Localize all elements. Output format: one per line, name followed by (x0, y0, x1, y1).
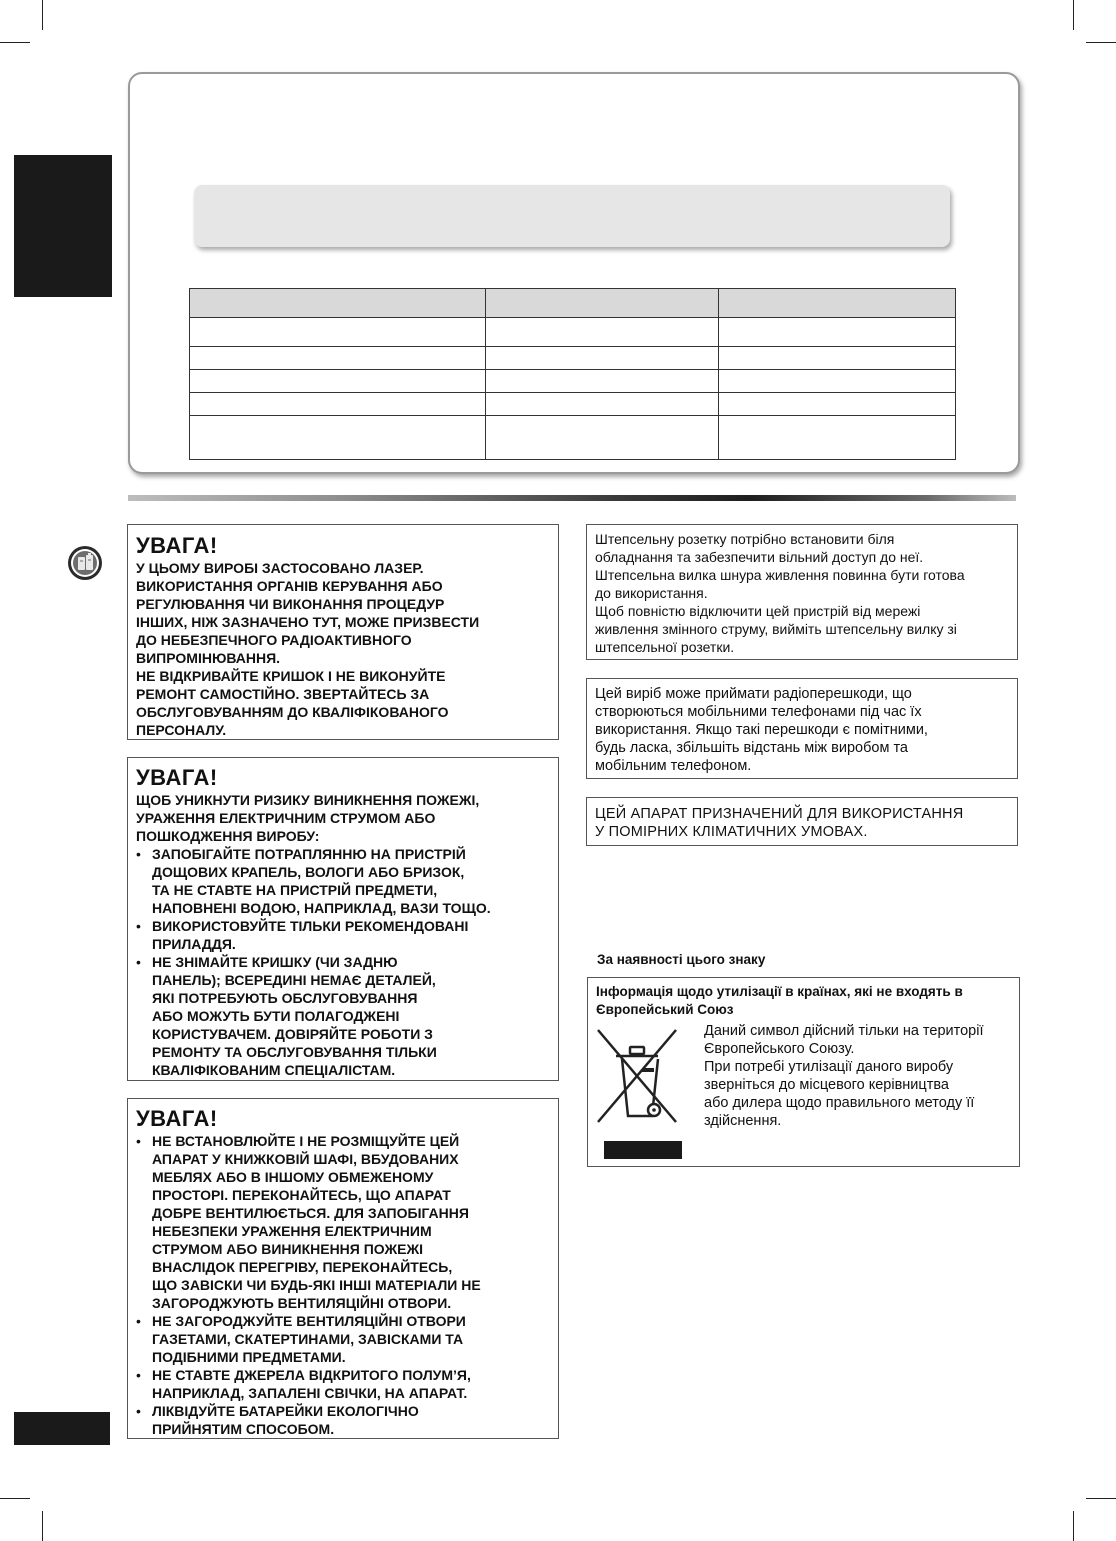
warning-bullet (128, 1402, 558, 1438)
disposal-heading (596, 983, 1016, 1019)
warning-title: УВАГА! (136, 765, 218, 790)
section-divider (128, 495, 1016, 501)
warning-line: РЕМОНТ САМОСТІЙНО. ЗВЕРТАЙТЕСЬ ЗА (136, 686, 430, 702)
warning-line: • НЕ СТАВТЕ ДЖЕРЕЛА ВІДКРИТОГО ПОЛУМ’Я, (152, 1367, 471, 1383)
table-header-cell (486, 289, 719, 318)
notice-line: використання. Якщо такі перешкоди є помітними, (595, 722, 928, 738)
disposal-heading-line: Інформація щодо утилізації в країнах, які не входять в (596, 984, 963, 999)
disposal-heading-line: Європейський Союз (596, 1002, 734, 1017)
warning-line: МЕБЛЯХ АБО В ІНШОМУ ОБМЕЖЕНОМУ (152, 1169, 434, 1185)
warning-line: КВАЛІФІКОВАНИМ СПЕЦІАЛІСТАМ. (152, 1062, 396, 1078)
warning-title: УВАГА! (136, 533, 218, 558)
warning-line: ПОДІБНИМИ ПРЕДМЕТАМИ. (152, 1349, 346, 1365)
warning-line: ДО НЕБЕЗПЕЧНОГО РАДІОАКТИВНОГО (136, 632, 412, 648)
disposal-caption: За наявності цього знаку (597, 952, 766, 967)
warning-line: ПЕРСОНАЛУ. (136, 722, 227, 738)
laser-warning-text (136, 559, 558, 739)
warning-bullet (128, 845, 558, 917)
warning-line: ВИПРОМІНЮВАННЯ. (136, 650, 281, 666)
warning-line: ДОБРЕ ВЕНТИЛЮЄТЬСЯ. ДЛЯ ЗАПОБІГАННЯ (152, 1205, 469, 1221)
table-row (190, 370, 956, 393)
language-tab (14, 155, 112, 297)
notice-line: штепсельної розетки. (595, 639, 735, 655)
card-banner (194, 185, 950, 247)
disposal-line: зверніться до місцевого керівництва (704, 1077, 949, 1093)
warning-line: • ЛІКВІДУЙТЕ БАТАРЕЙКИ ЕКОЛОГІЧНО (152, 1403, 419, 1419)
crop-mark (1086, 1498, 1116, 1499)
disposal-line: При потребі утилізації даного виробу (704, 1059, 954, 1075)
crop-mark (42, 0, 43, 30)
warning-line: АБО МОЖУТЬ БУТИ ПОЛАГОДЖЕНІ (152, 1008, 400, 1024)
warning-title: УВАГА! (136, 1106, 218, 1131)
warning-line: РЕМОНТУ ТА ОБСЛУГОВУВАННЯ ТІЛЬКИ (152, 1044, 437, 1060)
warning-line: • ЗАПОБІГАЙТЕ ПОТРАПЛЯННЮ НА ПРИСТРІЙ (152, 846, 466, 862)
notice-line: будь ласка, збільшіть відстань між виробом та (595, 740, 908, 756)
crop-mark (1073, 0, 1074, 30)
warning-line: НАПРИКЛАД, ЗАПАЛЕНІ СВІЧКИ, НА АПАРАТ. (152, 1385, 468, 1401)
safety-precautions-icon (67, 545, 103, 581)
notice-line: Цей виріб може приймати радіоперешкоди, що (595, 686, 912, 702)
disposal-symbol-bar (604, 1141, 682, 1159)
warning-line: ДОЩОВИХ КРАПЕЛЬ, ВОЛОГИ АБО БРИЗОК, (152, 864, 465, 880)
warning-line: РЕГУЛЮВАННЯ ЧИ ВИКОНАННЯ ПРОЦЕДУР (136, 596, 445, 612)
warning-line: НАПОВНЕНІ ВОДОЮ, НАПРИКЛАД, ВАЗИ ТОЩО. (152, 900, 491, 916)
notice-line: живлення змінного струму, вийміть штепсельну вилку зі (595, 621, 957, 637)
notice-line: створюються мобільними телефонами під час їх (595, 704, 922, 720)
warning-bullet (128, 1132, 558, 1312)
disposal-line: Європейського Союзу. (704, 1041, 855, 1057)
notice-line: Штепсельна вилка шнура живлення повинна бути готова (595, 567, 965, 583)
warning-line: АПАРАТ У КНИЖКОВІЙ ШАФІ, ВБУДОВАНИХ (152, 1151, 459, 1167)
notice-line: У ПОМІРНИХ КЛІМАТИЧНИХ УМОВАХ. (595, 824, 868, 840)
warning-line: ЩО ЗАВІСКИ ЧИ БУДЬ-ЯКІ ІНШІ МАТЕРІАЛИ НЕ (152, 1277, 481, 1293)
warning-list (128, 1132, 558, 1438)
page-number-tab (14, 1412, 110, 1445)
interference-notice-box (586, 678, 1018, 779)
warning-line: КОРИСТУВАЧЕМ. ДОВІРЯЙТЕ РОБОТИ З (152, 1026, 433, 1042)
disposal-line: або дилера щодо правильного методу її (704, 1095, 975, 1111)
warning-line: ТА НЕ СТАВТЕ НА ПРИСТРІЙ ПРЕДМЕТИ, (152, 882, 438, 898)
crop-mark (1086, 42, 1116, 43)
disposal-line: здійснення. (704, 1113, 782, 1129)
warning-bullet (128, 1366, 558, 1402)
warning-line: ПРОСТОРІ. ПЕРЕКОНАЙТЕСЬ, ЩО АПАРАТ (152, 1187, 451, 1203)
table-header-cell (190, 289, 486, 318)
warning-bullet (128, 917, 558, 953)
warning-line: УРАЖЕННЯ ЕЛЕКТРИЧНИМ СТРУМОМ АБО (136, 810, 436, 826)
warning-line: У ЦЬОМУ ВИРОБІ ЗАСТОСОВАНО ЛАЗЕР. (136, 560, 424, 576)
warning-line: СТРУМОМ АБО ВИНИКНЕННЯ ПОЖЕЖІ (152, 1241, 424, 1257)
disposal-info-box (587, 977, 1020, 1167)
notice-line: мобільним телефоном. (595, 758, 752, 774)
ventilation-warning-box (127, 1098, 559, 1439)
crop-mark (0, 1498, 30, 1499)
warning-line: ОБСЛУГОВУВАННЯМ ДО КВАЛІФІКОВАНОГО (136, 704, 449, 720)
table-header-cell (719, 289, 956, 318)
table-header-row (190, 289, 956, 318)
crop-mark (0, 42, 30, 43)
notice-line: Штепсельну розетку потрібно встановити біля (595, 531, 895, 547)
warning-line: ВНАСЛІДОК ПЕРЕГРІВУ, ПЕРЕКОНАЙТЕСЬ, (152, 1259, 453, 1275)
spec-table (189, 288, 956, 460)
warning-list (128, 845, 558, 1079)
crop-mark (1073, 1511, 1074, 1541)
notice-line: до викoристання. (595, 585, 708, 601)
warning-bullet (128, 1312, 558, 1366)
crossed-out-bin-icon (596, 1028, 678, 1130)
disposal-line: Даний символ дійсний тільки на території (704, 1023, 984, 1039)
warning-line: ПРИЙНЯТИМ СПОСОБОМ. (152, 1421, 335, 1437)
ventilation-warning-text (136, 1132, 558, 1438)
warning-bullet (128, 953, 558, 1079)
warning-line: ПАНЕЛЬ); ВСЕРЕДИНІ НЕМАЄ ДЕТАЛЕЙ, (152, 972, 436, 988)
climate-notice-box (586, 797, 1018, 846)
notice-line: обладнання та забезпечити вільний доступ до неї. (595, 549, 924, 565)
fire-warning-text (136, 791, 558, 1079)
warning-line: НЕ ВІДКРИВАЙТЕ КРИШОК І НЕ ВИКОНУЙТЕ (136, 668, 446, 684)
table-row (190, 318, 956, 347)
warning-line: ПОШКОДЖЕННЯ ВИРОБУ: (136, 828, 320, 844)
warning-line: ГАЗЕТАМИ, СКАТЕРТИНАМИ, ЗАВІСКАМИ ТА (152, 1331, 464, 1347)
crop-mark (42, 1511, 43, 1541)
warning-line: • НЕ ЗНІМАЙТЕ КРИШКУ (ЧИ ЗАДНЮ (152, 954, 398, 970)
warning-line: ІНШИХ, НІЖ ЗАЗНАЧЕНО ТУТ, МОЖЕ ПРИЗВЕСТИ (136, 614, 480, 630)
table-row (190, 416, 956, 460)
outlet-notice-box (586, 524, 1018, 660)
notice-line: Щоб повністю відключити цей пристрій від мережі (595, 603, 921, 619)
laser-warning-box (127, 524, 559, 740)
warning-line: ВИКОРИСТАННЯ ОРГАНІВ КЕРУВАННЯ АБО (136, 578, 443, 594)
warning-line: • НЕ ВСТАНОВЛЮЙТЕ І НЕ РОЗМІЩУЙТЕ ЦЕЙ (152, 1133, 460, 1149)
warning-line: ПРИЛАДДЯ. (152, 936, 236, 952)
table-row (190, 347, 956, 370)
warning-line: • ВИКОРИСТОВУЙТЕ ТІЛЬКИ РЕКОМЕНДОВАНІ (152, 918, 469, 934)
warning-line: • НЕ ЗАГОРОДЖУЙТЕ ВЕНТИЛЯЦІЙНІ ОТВОРИ (152, 1313, 466, 1329)
disposal-text (704, 1022, 1014, 1130)
warning-line: ЩОБ УНИКНУТИ РИЗИКУ ВИНИКНЕННЯ ПОЖЕЖІ, (136, 792, 480, 808)
table-row (190, 393, 956, 416)
warning-line: НЕБЕЗПЕКИ УРАЖЕННЯ ЕЛЕКТРИЧНИМ (152, 1223, 432, 1239)
notice-line: ЦЕЙ АПАРАТ ПРИЗНАЧЕНИЙ ДЛЯ ВИКОРИСТАННЯ (595, 806, 964, 822)
fire-warning-box (127, 757, 559, 1081)
warning-line: ЯКІ ПОТРЕБУЮТЬ ОБСЛУГОВУВАННЯ (152, 990, 418, 1006)
warning-line: ЗАГОРОДЖУЮТЬ ВЕНТИЛЯЦІЙНІ ОТВОРИ. (152, 1295, 452, 1311)
